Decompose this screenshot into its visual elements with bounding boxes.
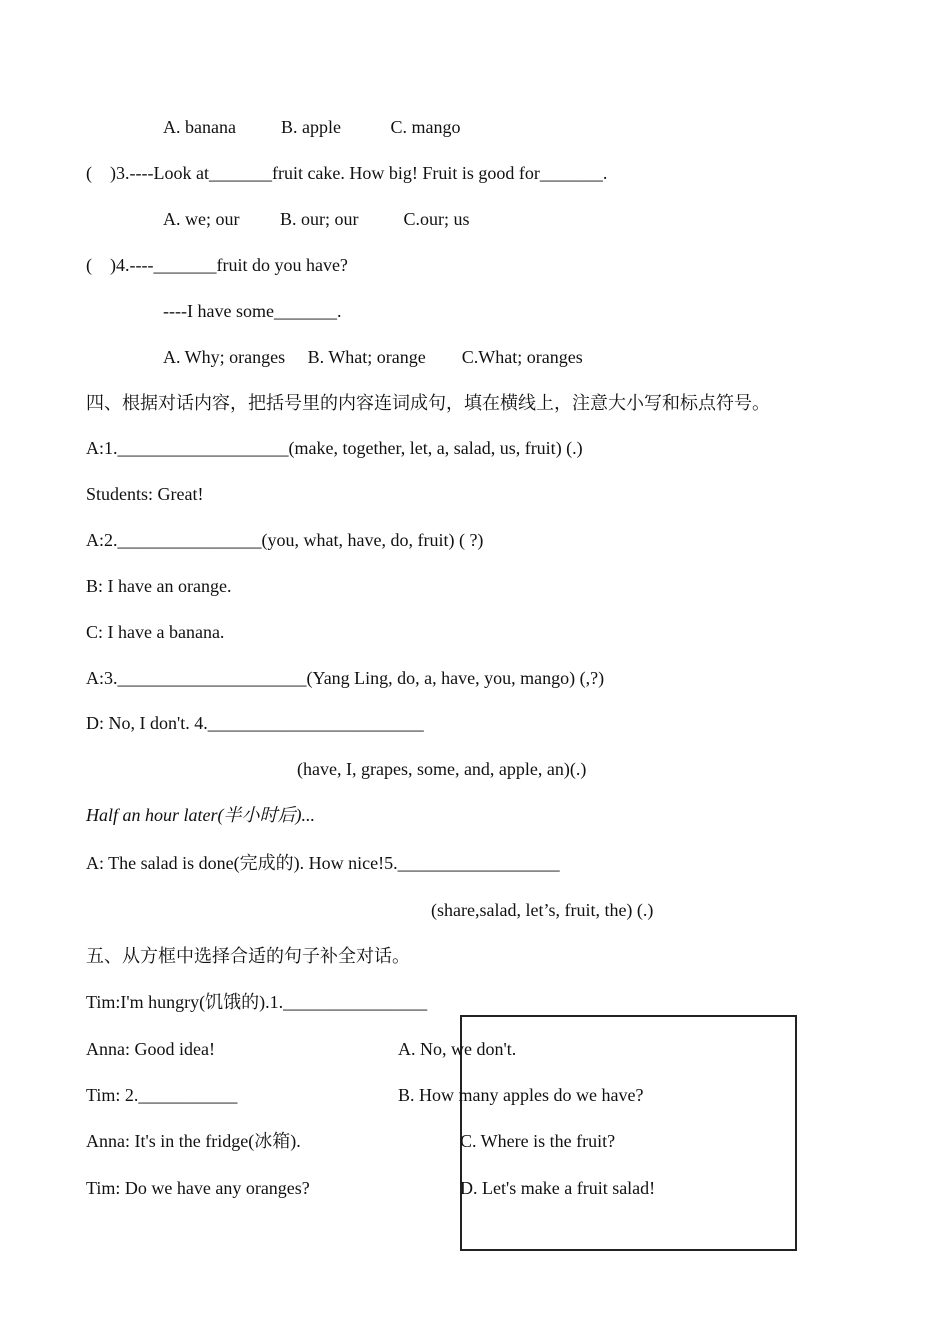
- section4-line-1: A:1.___________________(make, together, let, a, salad, us, fruit) (.): [86, 438, 583, 458]
- section4-later: Half an hour later(半小时后)...: [86, 805, 315, 825]
- section5-dialog-5: Tim: Do we have any oranges?: [86, 1178, 310, 1198]
- section4-line-6: A:3._____________________(Yang Ling, do, a, have, you, mango) (,?): [86, 668, 605, 688]
- section4-line-8: A: The salad is done(完成的). How nice!5.__________________: [86, 853, 560, 873]
- section4-line-7: D: No, I don't. 4.________________________: [86, 713, 424, 733]
- section4-line-4: B: I have an orange.: [86, 576, 232, 596]
- q3-stem: ( )3.----Look at_______fruit cake. How big! Fruit is good for_______.: [86, 163, 608, 183]
- q3-options: A. we; our B. our; our C.our; us: [163, 209, 470, 229]
- section5-heading: 五、从方框中选择合适的句子补全对话。: [86, 946, 410, 966]
- section4-line-3: A:2.________________(you, what, have, do, fruit) ( ?): [86, 530, 484, 550]
- section4-hint-4: (have, I, grapes, some, and, apple, an)(.): [297, 759, 587, 779]
- q2-options: A. banana B. apple C. mango: [163, 117, 461, 137]
- section4-hint-5: (share,salad, let’s, fruit, the) (.): [431, 900, 654, 920]
- q4-stem: ( )4.----_______fruit do you have?: [86, 255, 348, 275]
- q4-options: A. Why; oranges B. What; orange C.What; oranges: [163, 347, 583, 367]
- section5-dialog-2: Anna: Good idea!: [86, 1039, 215, 1059]
- section4-line-2: Students: Great!: [86, 484, 204, 504]
- section5-dialog-3: Tim: 2.___________: [86, 1085, 238, 1105]
- choice-d: D. Let's make a fruit salad!: [460, 1178, 656, 1198]
- choice-c: C. Where is the fruit?: [460, 1131, 616, 1151]
- section5-dialog-1: Tim:I'm hungry(饥饿的).1.________________: [86, 992, 428, 1012]
- section4-heading: 四、根据对话内容，把括号里的内容连词成句，填在横线上，注意大小写和标点符号。: [86, 393, 770, 413]
- choice-b: B. How many apples do we have?: [398, 1085, 644, 1105]
- q4-answer-line: ----I have some_______.: [163, 301, 342, 321]
- choice-a: A. No, we don't.: [398, 1039, 517, 1059]
- section4-line-5: C: I have a banana.: [86, 622, 225, 642]
- section5-dialog-4: Anna: It's in the fridge(冰箱).: [86, 1131, 301, 1151]
